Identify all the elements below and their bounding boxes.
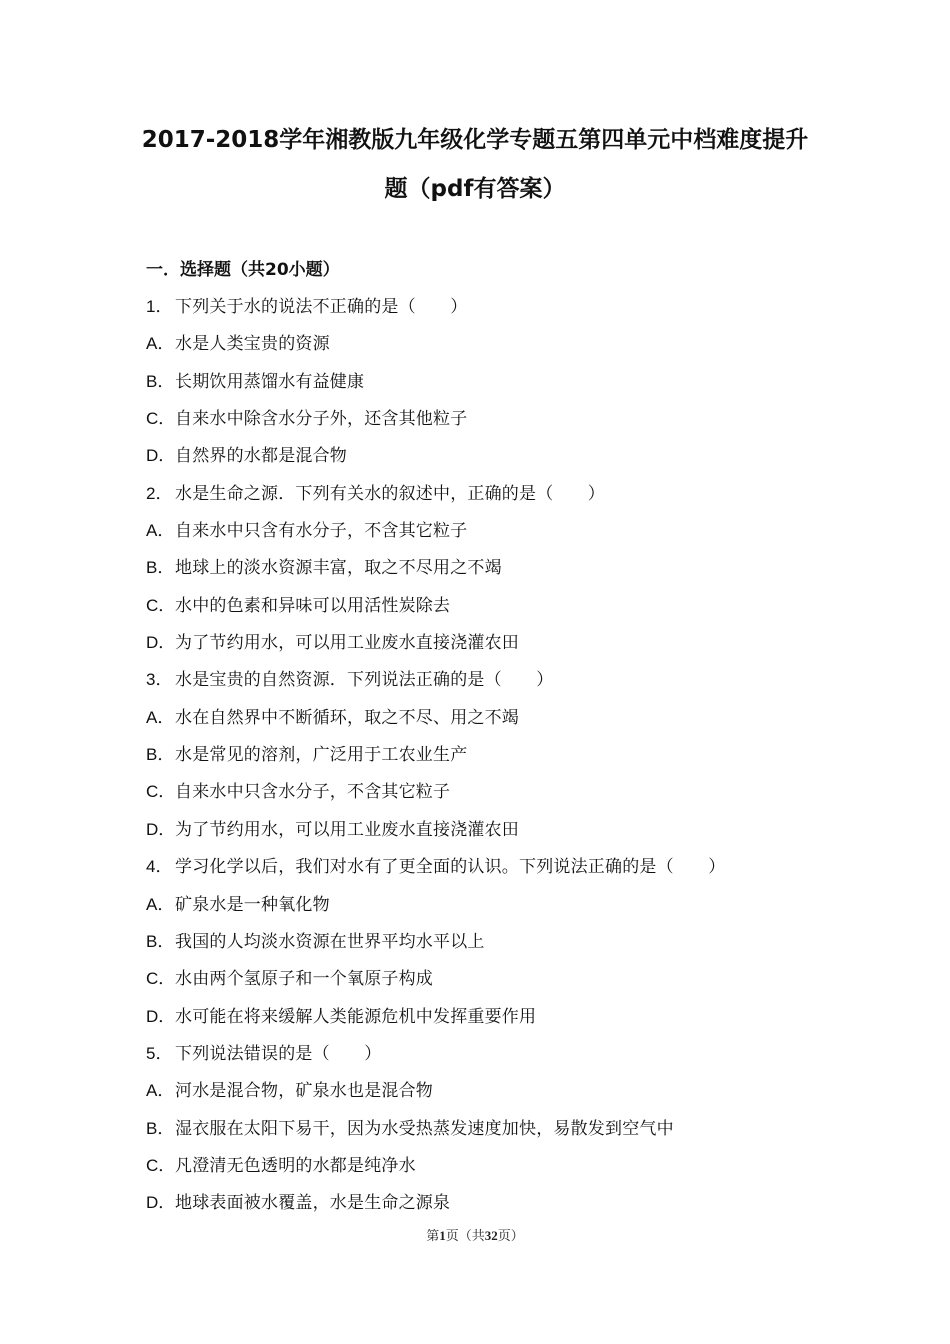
question-1-stem <box>146 294 866 331</box>
question-1-option-c <box>146 406 866 443</box>
question-2-option-d <box>146 630 866 667</box>
option-text: 水是人类宝贵的资源 <box>175 334 330 355</box>
question-text: 下列关于水的说法不正确的是（ ） <box>175 297 468 317</box>
question-2-option-a <box>146 518 866 555</box>
option-text: 自来水中只含有水分子，不含其它粒子 <box>175 521 468 542</box>
question-2-option-c <box>146 593 866 630</box>
option-label: D． <box>146 446 176 466</box>
option-text: 水是常见的溶剂，广泛用于工农业生产 <box>175 745 468 766</box>
question-1-option-d <box>146 443 866 480</box>
question-text: 学习化学以后，我们对水有了更全面的认识。下列说法正确的是（ ） <box>175 857 726 878</box>
option-text: 自来水中除含水分子外，还含其他粒子 <box>175 409 468 430</box>
option-text: 湿衣服在太阳下易干，因为水受热蒸发速度加快，易散发到空气中 <box>175 1118 674 1139</box>
question-5-option-d <box>146 1190 866 1227</box>
question-3-option-b <box>146 742 866 779</box>
question-4-option-a <box>146 892 866 929</box>
question-text: 水是宝贵的自然资源．下列说法正确的是（ ） <box>175 670 554 691</box>
option-label: A． <box>146 894 175 914</box>
question-1-option-a <box>146 331 866 368</box>
option-text: 水可能在将来缓解人类能源危机中发挥重要作用 <box>175 1006 537 1027</box>
question-4-option-b <box>146 929 866 966</box>
footer-prefix: 第 <box>426 1229 440 1244</box>
option-label: C． <box>146 1155 176 1175</box>
option-label: C． <box>146 409 176 429</box>
question-number: 2． <box>146 483 173 503</box>
option-text: 水在自然界中不断循环，取之不尽、用之不竭 <box>175 707 519 728</box>
question-3-stem <box>146 667 866 704</box>
footer-page-number: 1 <box>439 1228 446 1243</box>
option-text: 自来水中只含水分子，不含其它粒子 <box>175 782 451 803</box>
option-label: D． <box>146 1006 176 1026</box>
question-2-stem <box>146 481 866 518</box>
question-text: 下列说法错误的是（ ） <box>175 1043 382 1064</box>
option-text: 为了节约用水，可以用工业废水直接浇灌农田 <box>175 633 519 654</box>
document-title-line-1: 2017-2018学年湘教版九年级化学专题五第四单元中档难度提升 <box>141 127 809 153</box>
option-text: 凡澄清无色透明的水都是纯净水 <box>175 1155 416 1176</box>
option-text: 水中的色素和异味可以用活性炭除去 <box>175 595 451 616</box>
option-text: 为了节约用水，可以用工业废水直接浇灌农田 <box>175 819 519 840</box>
option-label: D． <box>146 819 176 839</box>
option-label: D． <box>146 1193 176 1213</box>
question-number: 5． <box>146 1043 173 1063</box>
option-text: 河水是混合物，矿泉水也是混合物 <box>175 1081 433 1102</box>
option-label: B． <box>146 1118 175 1138</box>
option-label: D． <box>146 633 176 653</box>
question-number: 1． <box>146 297 173 316</box>
option-label: A． <box>146 707 175 727</box>
question-2-option-b <box>146 555 866 592</box>
question-1-option-b <box>146 369 866 406</box>
question-number: 3． <box>146 670 173 690</box>
option-label: B． <box>146 558 175 578</box>
option-text: 矿泉水是一种氧化物 <box>175 894 330 915</box>
footer-middle: 页（共 <box>445 1229 485 1244</box>
option-text: 地球上的淡水资源丰富，取之不尽用之不竭 <box>175 558 502 579</box>
question-5-option-c <box>146 1153 866 1190</box>
question-3-option-c <box>146 779 866 816</box>
section-heading: 一．选择题（共20小题） <box>146 260 340 280</box>
option-label: C． <box>146 782 176 802</box>
option-label: C． <box>146 969 176 989</box>
footer-total-pages: 32 <box>484 1228 498 1243</box>
question-4-option-d <box>146 1004 866 1041</box>
option-label: A． <box>146 521 175 541</box>
option-text: 地球表面被水覆盖，水是生命之源泉 <box>175 1193 451 1214</box>
option-label: B． <box>146 745 175 765</box>
footer-suffix: 页） <box>497 1229 524 1244</box>
option-label: B． <box>146 371 175 391</box>
option-text: 长期饮用蒸馏水有益健康 <box>175 371 365 392</box>
question-5-stem <box>146 1041 866 1078</box>
question-4-option-c <box>146 966 866 1003</box>
question-list <box>146 294 866 1228</box>
option-label: A． <box>146 334 175 354</box>
question-text: 水是生命之源．下列有关水的叙述中，正确的是（ ） <box>175 483 605 504</box>
question-3-option-d <box>146 817 866 854</box>
question-4-stem <box>146 854 866 891</box>
page-footer <box>0 1226 950 1247</box>
option-text: 自然界的水都是混合物 <box>175 446 347 467</box>
question-number: 4． <box>146 857 173 877</box>
option-label: B． <box>146 931 175 951</box>
option-text: 我国的人均淡水资源在世界平均水平以上 <box>175 931 485 952</box>
option-label: C． <box>146 595 176 615</box>
question-5-option-a <box>146 1078 866 1115</box>
document-title-line-2: 题（pdf有答案） <box>384 176 566 202</box>
option-text: 水由两个氢原子和一个氧原子构成 <box>175 969 433 990</box>
question-3-option-a <box>146 705 866 742</box>
option-label: A． <box>146 1081 175 1101</box>
question-5-option-b <box>146 1116 866 1153</box>
